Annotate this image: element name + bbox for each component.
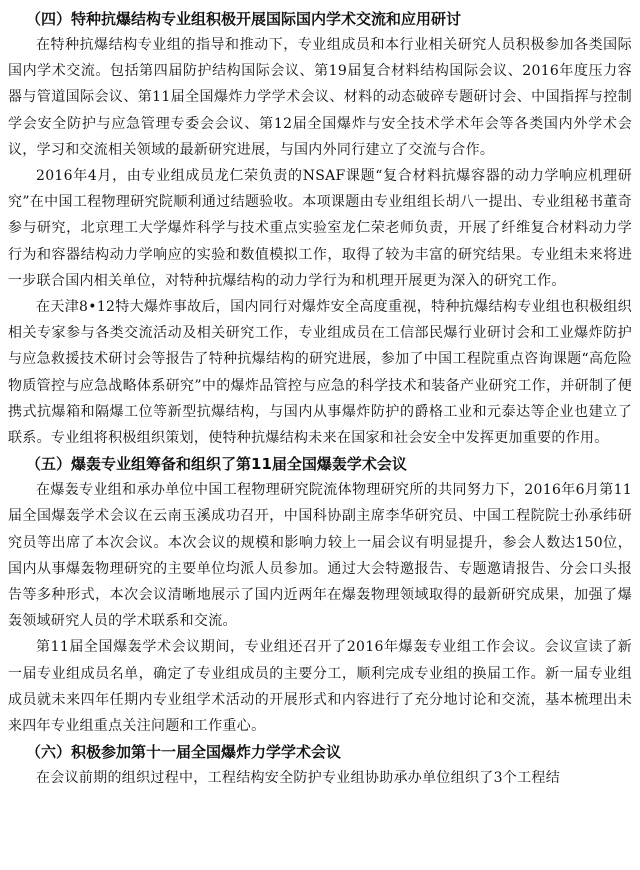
paragraph-5-2: 第11届全国爆轰学术会议期间，专业组还召开了2016年爆轰专业组工作会议。会议宣读了新一届专业组成员名单，确定了专业组成员的主要分工，顺利完成专业组的换届工作。新一届专业组成员就未来四年任期内专业组学术活动的开展形式和内容进行了充分地讨论和交流，基本梳理出未来四年专业组重点关注问题和工作重心。	[8, 639, 632, 735]
paragraph-4-2: 2016年4月，由专业组成员龙仁荣负责的NSAF课题“复合材料抗爆容器的动力学响应机理研究”在中国工程物理研究院顺利通过结题验收。本项课题由专业组组长胡八一提出、专业组秘书董奇参与研究，北京理工大学爆炸科学与技术重点实验室龙仁荣老师负责，开展了纤维复合材料动力学行为和容器结构动力学响应的实验和数值模拟工作，取得了较为丰富的研究结果。专业组未来将进一步联合国内相关单位，对特种抗爆结构的动力学行为和机理开展更为深入的研究工作。	[8, 168, 632, 289]
section-heading-5: （五）爆轰专业组筹备和组织了第11届全国爆轰学术会议	[26, 455, 407, 474]
document-page	[0, 6, 640, 791]
paragraph-4-3: 在天津8•12特大爆炸事故后，国内同行对爆炸安全高度重视，特种抗爆结构专业组也积极组织相关专家参与各类交流活动及相关研究工作，专业组成员在工信部民爆行业研讨会和工业爆炸防护与应急救援技术研讨会等报告了特种抗爆结构的研究进展，参加了中国工程院重点咨询课题“高危险物质管控与应急战略体系研究”中的爆炸品管控与应急的科学技术和装备产业研究工作，并研制了便携式抗爆箱和隔爆工位等新型抗爆结构，与国内从事爆炸防护的爵格工业和元泰达等企业也建立了联系。专业组将积极组织策划，使特种抗爆结构未来在国家和社会安全中发挥更加重要的作用。	[8, 299, 632, 447]
paragraph-4-1: 在特种抗爆结构专业组的指导和推动下，专业组成员和本行业相关研究人员积极参加各类国际国内学术交流。包括第四届防护结构国际会议、第19届复合材料结构国际会议、2016年度压力容器与管道国际会议、第11届全国爆炸力学学术会议、材料的动态破碎专题研讨会、中国指挥与控制学会安全防护与应急管理专委会会议、第12届全国爆炸与安全技术学术年会等各类国内外学术会议，学习和交流相关领域的最新研究进展，与国内外同行建立了交流与合作。	[8, 37, 632, 158]
section-heading-6: （六）积极参加第十一届全国爆炸力学学术会议	[26, 743, 342, 762]
paragraph-5-1: 在爆轰专业组和承办单位中国工程物理研究院流体物理研究所的共同努力下，2016年6月第11届全国爆轰学术会议在云南玉溪成功召开，中国科协副主席李华研究员、中国工程院院士孙承纬研究员等出席了本次会议。本次会议的规模和影响力较上一届会议有明显提升，参会人数达150位，国内从事爆轰物理研究的主要单位均派人员参加。通过大会特邀报告、专题邀请报告、分会口头报告等多种形式，本次会议清晰地展示了国内近两年在爆轰物理领域取得的最新研究成果，加强了爆轰领域研究人员的学术联系和交流。	[8, 482, 632, 630]
section-heading-4: （四）特种抗爆结构专业组积极开展国际国内学术交流和应用研讨	[26, 10, 462, 28]
paragraph-6-1: 在会议前期的组织过程中，工程结构安全防护专业组协助承办单位组织了3个工程结	[36, 770, 561, 787]
